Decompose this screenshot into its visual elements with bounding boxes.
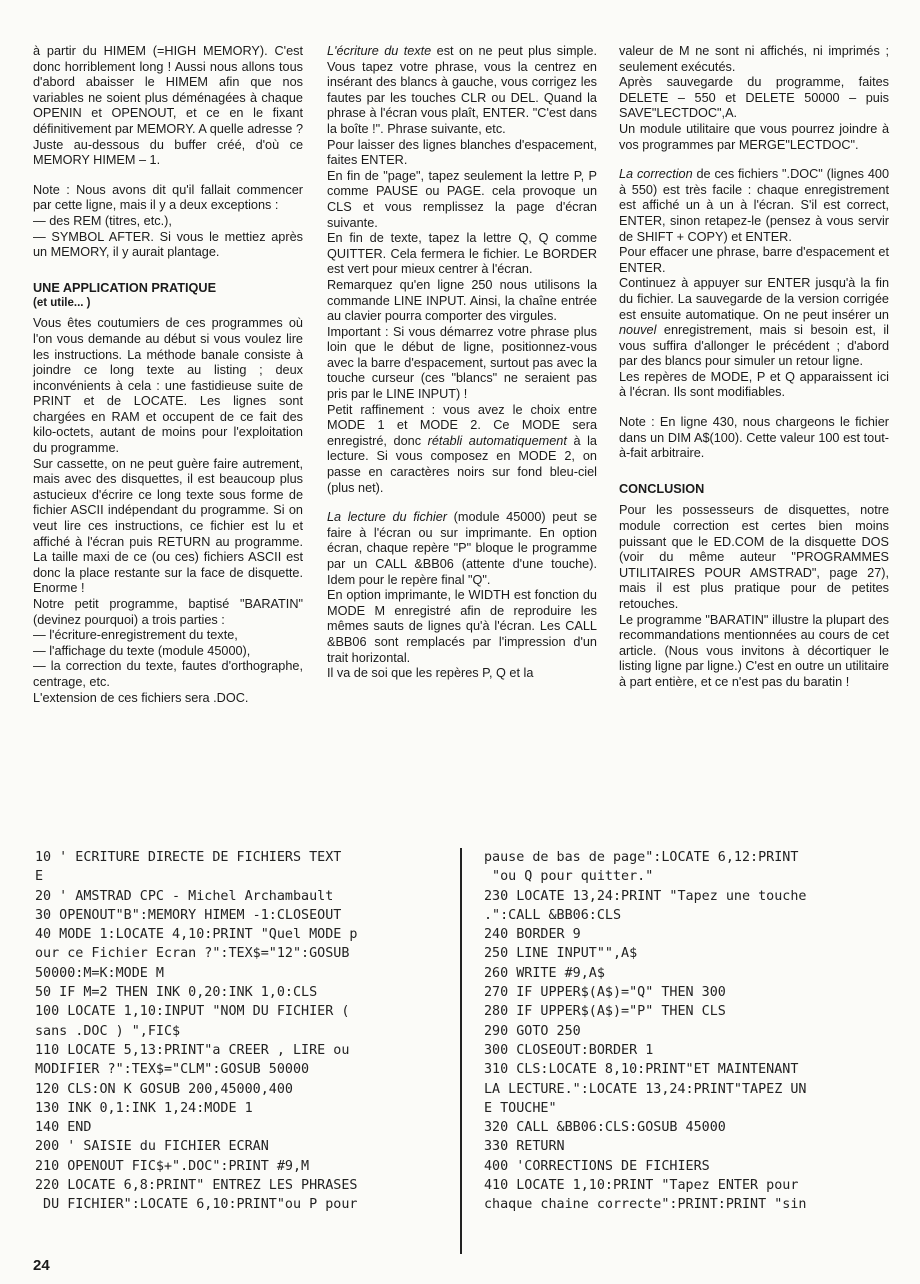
paragraph: Note : Nous avons dit qu'il fallait commencer par cette ligne, mais il y a deux exceptions : — [33, 182, 303, 213]
article-column-1 — [33, 44, 303, 706]
paragraph: Il va de soi que les repères P, Q et la — [327, 666, 534, 681]
section-subheading: (et utile... ) — [33, 297, 91, 310]
code-line: LA LECTURE.":LOCATE 13,24:PRINT"TAPEZ UN — [484, 1081, 807, 1097]
code-line: 310 CLS:LOCATE 8,10:PRINT"ET MAINTENANT — [484, 1062, 799, 1078]
code-line: 50 IF M=2 THEN INK 0,20:INK 1,0:CLS — [35, 985, 318, 1001]
paragraph: Sur cassette, on ne peut guère faire autrement, mais avec des disquettes, il est beaucoup plus astucieux d'écrire ce long texte sous forme de fichier ASCII indépendant du programme. Si on veut lire ces instructions, ce fichier est lu et affiché à l'écran puis RETURN au programme. La taille maxi de ce (ou ces) fichiers ASCII est donc la place restante sur la face de disquette. Enorme ! — [33, 456, 303, 596]
code-line: 210 OPENOUT FIC$+".DOC":PRINT #9,M — [35, 1158, 310, 1174]
paragraph: En option imprimante, le WIDTH est fonction du MODE M enregistré afin de reproduire les mêmes sauts de lignes qu'à l'écran. Les CALL &BB06 sont remplacés par l'impression d'un trait horizontal. — [327, 588, 597, 665]
paragraph — [327, 403, 597, 497]
code-line: 290 GOTO 250 — [484, 1023, 581, 1039]
code-line: E — [35, 869, 44, 885]
paragraph-text: Continuez à appuyer sur ENTER jusqu'à la fin du fichier. La sauvegarde de la version corrigée est ensuite automatique. On ne peut insérer un — [619, 276, 889, 322]
code-line: 300 CLOSEOUT:BORDER 1 — [484, 1042, 654, 1058]
code-line: 250 LINE INPUT"",A$ — [484, 946, 638, 962]
code-line: 320 CALL &BB06:CLS:GOSUB 45000 — [484, 1120, 726, 1136]
code-line: our ce Fichier Ecran ?":TEX$="12":GOSUB — [35, 946, 350, 962]
italic-phrase: La correction — [619, 167, 693, 182]
section-heading: CONCLUSION — [619, 481, 705, 496]
paragraph: Pour effacer une phrase, barre d'espacement et ENTER. — [619, 245, 889, 275]
code-line: 30 OPENOUT"B":MEMORY HIMEM -1:CLOSEOUT — [35, 907, 342, 923]
paragraph: Pour laisser des lignes blanches d'espacement, faites ENTER. — [327, 137, 597, 168]
code-listing-right — [484, 848, 894, 1215]
code-line: 110 LOCATE 5,13:PRINT"a CREER , LIRE ou — [35, 1042, 350, 1058]
paragraph: — des REM (titres, etc.), — [33, 213, 172, 228]
code-line: 230 LOCATE 13,24:PRINT "Tapez une touche — [484, 888, 807, 904]
paragraph: Vous êtes coutumiers de ces programmes où l'on vous demande au début si vous voulez lire les instructions. La méthode banale consiste à joindre ce long texte au listing ; deux inconvénients à cela : une fastidieuse suite de PRINT et de LOCATE. Les lignes sont chargées en RAM et occupent de ce fait des kilo-octets, autant de moins pour l'exploitation du programme. — [33, 316, 303, 456]
code-line: 410 LOCATE 1,10:PRINT "Tapez ENTER pour — [484, 1178, 799, 1194]
italic-phrase: La lecture du fichier — [327, 510, 448, 525]
code-line: chaque chaine correcte":PRINT:PRINT "sin — [484, 1197, 807, 1213]
article-column-3 — [619, 44, 889, 691]
paragraph-text: Petit raffinement : vous avez le choix entre MODE 1 et MODE 2. Ce MODE sera enregistré, donc — [327, 402, 597, 448]
paragraph — [327, 44, 597, 138]
italic-phrase: nouvel — [619, 323, 657, 338]
code-line: 270 IF UPPER$(A$)="Q" THEN 300 — [484, 985, 726, 1001]
code-line: pause de bas de page":LOCATE 6,12:PRINT — [484, 850, 799, 865]
code-line: 130 INK 0,1:INK 1,24:MODE 1 — [35, 1100, 253, 1116]
code-line: 200 ' SAISIE du FICHIER ECRAN — [35, 1139, 269, 1155]
paragraph: valeur de M ne sont ni affichés, ni imprimés ; seulement exécutés. — [619, 44, 889, 74]
paragraph: En fin de texte, tapez la lettre Q, Q comme QUITTER. Cela fermera le fichier. Le BORDER est vert pour mieux centrer à l'écran. — [327, 231, 597, 277]
italic-phrase: rétabli automatiquement — [427, 433, 567, 448]
article-column-2 — [327, 44, 597, 682]
paragraph: Pour les possesseurs de disquettes, notre module correction est certes bien moins puissant que le ED.COM de la disquette DOS (voir du même auteur "PROGRAMMES UTILITAIRES POUR AMSTRAD", page 27), mais il est plus pratique pour de petites retouches. — [619, 503, 889, 611]
paragraph: Note : En ligne 430, nous chargeons le fichier dans un DIM A$(100). Cette valeur 100 est tout-à-fait arbitraire. — [619, 415, 889, 461]
italic-phrase: L'écriture du texte — [327, 44, 432, 58]
paragraph: — SYMBOL AFTER. Si vous le mettiez après un MEMORY, il y aurait plantage. — [33, 229, 303, 260]
paragraph — [619, 167, 889, 245]
code-line: .":CALL &BB06:CLS — [484, 907, 622, 923]
code-line: 330 RETURN — [484, 1139, 565, 1155]
paragraph: L'extension de ces fichiers sera .DOC. — [33, 690, 249, 705]
paragraph: Important : Si vous démarrez votre phrase plus loin que le début de ligne, positionnez-vous avec la barre d'espacement, surtout pas avec la touche curseur (ces "blancs" ne seraient pas pris par le LINE INPUT) ! — [327, 324, 597, 402]
code-line: 140 END — [35, 1120, 92, 1136]
code-line: 40 MODE 1:LOCATE 4,10:PRINT "Quel MODE p — [35, 927, 358, 943]
code-line: 400 'CORRECTIONS DE FICHIERS — [484, 1158, 710, 1174]
code-line: sans .DOC ) ",FIC$ — [35, 1023, 181, 1039]
paragraph-text: enregistrement, mais si besoin est, il vous suffira d'allonger le précédent ; d'abord par des blancs pour simuler un retour ligne. — [619, 323, 889, 369]
code-line: 120 CLS:ON K GOSUB 200,45000,400 — [35, 1081, 293, 1097]
paragraph: Remarquez qu'en ligne 250 nous utilisons la commande LINE INPUT. Ainsi, la chaîne entrée au clavier pourra comporter des virgules. — [327, 277, 597, 324]
paragraph-text: est on ne peut plus simple. Vous tapez votre phrase, vous la centrez en insérant des blancs à gauche, vous corrigez les fautes par les touches CLR ou DEL. Quand la phrase à l'écran vous plaît, ENTER. "C'est dans la boîte !". Phrase suivante, etc. — [327, 44, 597, 136]
code-listing-left — [35, 848, 453, 1215]
paragraph: En fin de "page", tapez seulement la lettre P, P comme PAUSE ou PAGE. cela provoque un CLS et vous remplissez la page d'écran suivante. — [327, 168, 597, 230]
paragraph: — l'affichage du texte (module 45000), — [33, 643, 251, 658]
page-number: 24 — [33, 1257, 50, 1274]
section-heading: UNE APPLICATION PRATIQUE — [33, 280, 217, 295]
paragraph-text: (module 45000) peut se faire à l'écran ou sur imprimante. En option écran, chaque repère "P" bloque le programme par un CALL &BB06 (attente d'une touche). Idem pour le repère final "Q". — [327, 510, 597, 587]
paragraph-text: de ces fichiers ".DOC" (lignes 400 à 550) est très facile : chaque enregistrement est affiché un à un à l'écran. S'il est correct, ENTER, sinon retapez-le (pensez à vous servir de SHIFT + COPY) et ENTER. — [619, 167, 889, 244]
code-line: DU FICHIER":LOCATE 6,10:PRINT"ou P pour — [35, 1197, 358, 1213]
paragraph: — la correction du texte, fautes d'orthographe, centrage, etc. — [33, 659, 303, 689]
code-line: "ou Q pour quitter." — [484, 869, 654, 885]
code-line: 10 ' ECRITURE DIRECTE DE FICHIERS TEXT — [35, 850, 342, 865]
paragraph: Après sauvegarde du programme, faites DELETE – 550 et DELETE 50000 – puis SAVE"LECTDOC",A. — [619, 75, 889, 121]
code-line: 280 IF UPPER$(A$)="P" THEN CLS — [484, 1004, 726, 1020]
code-line: E TOUCHE" — [484, 1100, 557, 1116]
paragraph: à partir du HIMEM (=HIGH MEMORY). C'est donc horriblement long ! Aussi nous allons tous d'abord abaisser le HIMEM afin que nos variables ne soient plus déménagées à chaque OPENIN et OPENOUT, et ce en le fixant définitivement par MEMORY. A quelle adresse ? Juste au-dessous du buffer créé, d'où ce MEMORY HIMEM – 1. — [33, 44, 303, 168]
code-line: 20 ' AMSTRAD CPC - Michel Archambault — [35, 888, 334, 904]
code-line: 100 LOCATE 1,10:INPUT "NOM DU FICHIER ( — [35, 1004, 350, 1020]
code-line: 260 WRITE #9,A$ — [484, 965, 605, 981]
code-line: 220 LOCATE 6,8:PRINT" ENTREZ LES PHRASES — [35, 1178, 358, 1194]
code-line: 50000:M=K:MODE M — [35, 965, 164, 981]
paragraph: Notre petit programme, baptisé "BARATIN" (devinez pourquoi) a trois parties : — [33, 597, 303, 627]
code-line: 240 BORDER 9 — [484, 927, 581, 943]
paragraph: Les repères de MODE, P et Q apparaissent ici à l'écran. Ils sont modifiables. — [619, 369, 889, 400]
code-line: MODIFIER ?":TEX$="CLM":GOSUB 50000 — [35, 1062, 310, 1078]
paragraph: Le programme "BARATIN" illustre la plupart des recommandations mentionnées au cours de cet article. (Nous vous invitons à décortiquer le listing ligne par ligne.) C'est en outre un utilitaire à part entière, et ce n'est pas du baratin ! — [619, 612, 889, 689]
listing-divider — [460, 848, 462, 1254]
paragraph: — l'écriture-enregistrement du texte, — [33, 628, 238, 643]
paragraph — [619, 276, 889, 370]
paragraph — [327, 510, 597, 588]
paragraph-text: à la lecture. Si vous composez en MODE 2, on passe en caractères noirs sur fond bleu-ciel (plus net). — [327, 433, 597, 495]
paragraph: Un module utilitaire que vous pourrez joindre à vos programmes par MERGE"LECTDOC". — [619, 121, 889, 152]
